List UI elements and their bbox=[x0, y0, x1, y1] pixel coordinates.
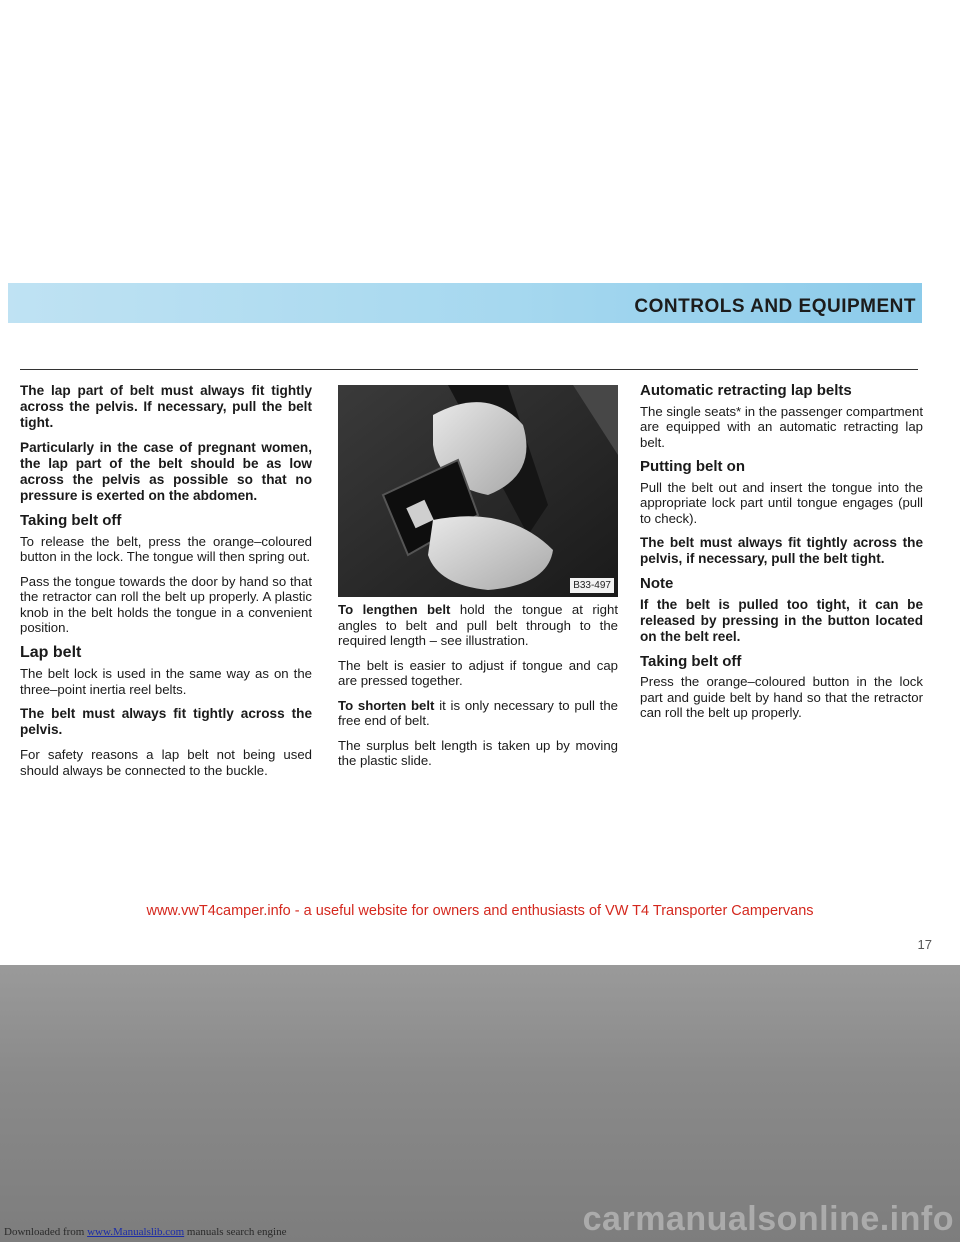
note-warning: If the belt is pulled too tight, it can be released by pressing in the button located on the belt reel. bbox=[640, 596, 923, 644]
shorten-belt-body: it is only necessary to pull the free end of belt. bbox=[338, 697, 619, 728]
taking-belt-off-text-1: To release the belt, press the orange–coloured button in the lock. The tongue will then spring out. bbox=[20, 533, 312, 564]
download-suffix: manuals search engine bbox=[184, 1226, 287, 1238]
belt-buckle-illustration bbox=[338, 385, 618, 597]
figure-caption: B33-497 bbox=[570, 578, 614, 594]
auto-retracting-text: The single seats* in the passenger compartment are equipped with an automatic retracting lap belt. bbox=[640, 403, 923, 450]
auto-retracting-heading: Automatic retracting lap belts bbox=[640, 382, 852, 399]
putting-belt-on-text: Pull the belt out and insert the tongue into the appropriate lock part until tongue engages (pull to check). bbox=[640, 479, 923, 526]
putting-belt-on-heading: Putting belt on bbox=[640, 458, 745, 475]
lengthen-belt-lead: To lengthen belt bbox=[338, 602, 451, 617]
lap-belt-warning-2: The belt must always fit tightly across the pelvis. bbox=[20, 706, 312, 737]
shorten-belt-lead: To shorten belt bbox=[338, 697, 435, 713]
taking-belt-off-text-right: Press the orange–coloured button in the lock part and guide belt by hand so that the retractor can roll the belt up properly. bbox=[640, 674, 923, 720]
shorten-belt-text bbox=[338, 698, 618, 729]
putting-belt-on-warning: The belt must always fit tightly across the pelvis, if necessary, pull the belt tight. bbox=[640, 535, 923, 566]
right-column bbox=[640, 383, 923, 730]
buckle-photo-icon bbox=[338, 385, 618, 597]
middle-column bbox=[338, 385, 618, 778]
note-heading: Note bbox=[640, 575, 674, 592]
lap-belt-heading: Lap belt bbox=[20, 643, 82, 661]
download-prefix: Downloaded from bbox=[4, 1226, 88, 1238]
left-column bbox=[20, 383, 312, 787]
manualslib-link[interactable]: www.Manualslib.com bbox=[87, 1226, 185, 1238]
taking-belt-off-heading: Taking belt off bbox=[20, 512, 122, 529]
lengthen-belt-body: hold the tongue at right angles to belt and pull belt through to the required length – see illustration. bbox=[338, 602, 618, 648]
header-rule bbox=[20, 369, 918, 370]
taking-belt-off-text-2: Pass the tongue towards the door by hand so that the retractor can roll the belt up properly. A plastic knob in the belt holds the tongue in a convenient position. bbox=[20, 573, 312, 635]
download-note bbox=[4, 1226, 286, 1238]
lap-belt-text-2: For safety reasons a lap belt not being used should always be connected to the buckle. bbox=[20, 747, 312, 778]
page-number: 17 bbox=[917, 937, 932, 952]
website-link[interactable]: www.vwT4camper.info - a useful website for owners and enthusiasts of VW T4 Transporter Campervans bbox=[146, 903, 814, 919]
watermark: carmanualsonline.info bbox=[582, 1200, 954, 1238]
lap-belt-text-1: The belt lock is used in the same way as on the three–point inertia reel belts. bbox=[20, 666, 312, 697]
adjust-belt-text: The belt is easier to adjust if tongue and cap are pressed together. bbox=[338, 657, 618, 688]
lap-belt-warning-1: The lap part of belt must always fit tightly across the pelvis. If necessary, pull the belt tight. bbox=[20, 383, 312, 430]
taking-belt-off-heading-right: Taking belt off bbox=[640, 652, 742, 670]
pregnancy-warning: Particularly in the case of pregnant women, the lap part of the belt should be as low across the pelvis as possible so that no pressure is exerted on the abdomen. bbox=[20, 440, 312, 503]
section-title: CONTROLS AND EQUIPMENT bbox=[634, 296, 916, 317]
surplus-belt-text: The surplus belt length is taken up by moving the plastic slide. bbox=[338, 737, 618, 768]
lengthen-belt-text bbox=[338, 602, 618, 649]
